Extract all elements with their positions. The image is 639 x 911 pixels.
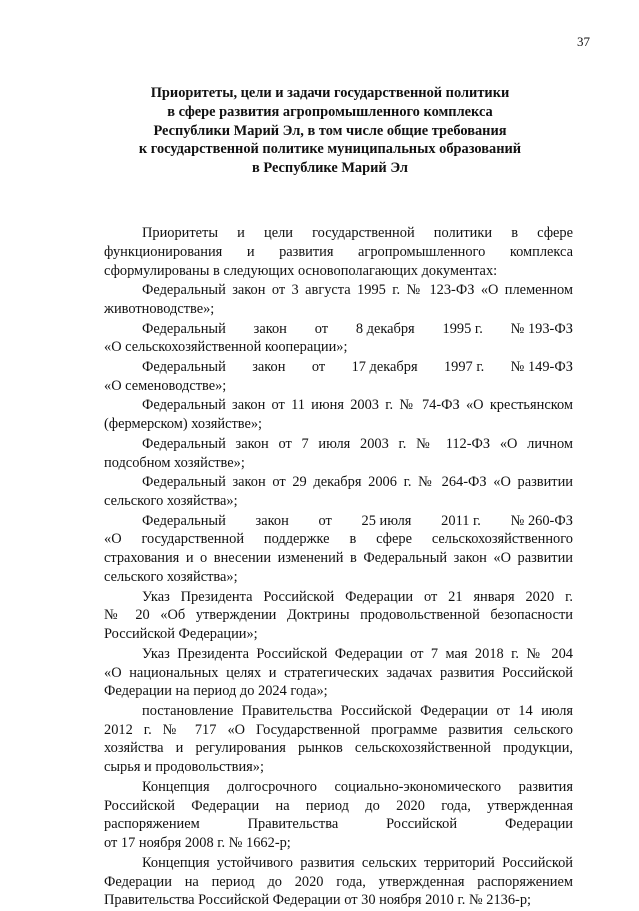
text-line: (фермерском) хозяйстве»; <box>104 416 263 433</box>
text-line: животноводстве»; <box>104 300 215 317</box>
text-line: сформулированы в следующих основополагающих документах: <box>104 262 498 279</box>
word: от <box>318 512 332 529</box>
text-line: Указ Президента Российской Федерации от 21 января 2020 г. <box>142 588 573 605</box>
word: № 260-ФЗ <box>510 512 573 529</box>
word: 25 июля <box>361 512 412 529</box>
text-line: Федеральный закон от 3 августа 1995 г. № 123-ФЗ «О племенном <box>142 282 573 299</box>
word: распоряжением <box>104 816 200 833</box>
text-line: Правительства Российской Федерации от 30 ноября 2010 г. № 2136-р; <box>104 892 532 909</box>
paragraph <box>104 588 573 644</box>
text-line: № 20 «Об утверждении Доктрины продовольственной безопасности <box>104 607 573 624</box>
text-line: сельского хозяйства»; <box>104 492 238 509</box>
text-line: Концепция устойчивого развития сельских территорий Российской <box>142 854 573 871</box>
word: Федеральный <box>142 358 226 375</box>
document-body <box>104 224 573 911</box>
paragraph <box>104 435 573 473</box>
word: 2011 г. <box>441 512 481 529</box>
word: 17 декабря <box>351 358 418 375</box>
word: Федеральный <box>142 512 226 529</box>
text-line: Федеральный закон от 29 декабря 2006 г. № 264-ФЗ «О развитии <box>142 474 573 491</box>
paragraph <box>104 645 573 701</box>
title-line: к государственной политике муниципальных образований <box>138 141 522 158</box>
word: Российской <box>386 816 458 833</box>
word: № 193-ФЗ <box>510 320 573 337</box>
paragraph <box>104 512 573 587</box>
text-line: Российской Федерации»; <box>104 626 258 643</box>
text-line: функционирования и развития агропромышленного комплекса <box>104 243 573 260</box>
text-line: Концепция долгосрочного социально-экономического развития <box>142 778 573 795</box>
word: от <box>314 320 329 337</box>
text-line: Приоритеты и цели государственной политики в сфере <box>142 225 573 241</box>
word: Федеральный <box>142 320 226 337</box>
text-line: 2012 г. № 717 «О Государственной программе развития сельского <box>104 721 573 738</box>
word: № 149-ФЗ <box>510 358 573 375</box>
text-line: «О национальных целях и стратегических задачах развития Российской <box>104 664 573 681</box>
text-line: хозяйства и регулирования рынков сельскохозяйственной продукции, <box>104 740 573 757</box>
paragraph <box>104 358 573 396</box>
text-line: Указ Президента Российской Федерации от 7 мая 2018 г. № 204 <box>142 645 573 662</box>
text-line: постановление Правительства Российской Федерации от 14 июля <box>142 702 573 719</box>
word: 1997 г. <box>443 358 485 375</box>
paragraph <box>104 224 573 280</box>
paragraph <box>104 702 573 777</box>
paragraph <box>104 854 573 910</box>
text-line: Федерации на период до 2024 года»; <box>104 683 328 700</box>
word: закон <box>253 320 287 337</box>
word: Федерации <box>505 816 573 833</box>
spread-line <box>104 815 573 834</box>
text-line: от 17 ноября 2008 г. № 1662-р; <box>104 835 291 852</box>
word: закон <box>252 358 286 375</box>
paragraph <box>104 396 573 434</box>
title-line: в Республике Марий Эл <box>252 160 408 177</box>
title-line: в сфере развития агропромышленного комплекса <box>167 103 493 120</box>
paragraph <box>104 281 573 319</box>
spread-line <box>142 358 573 377</box>
title-line: Приоритеты, цели и задачи государственной политики <box>150 85 510 101</box>
title-line: Республики Марий Эл, в том числе общие требования <box>153 122 507 139</box>
text-line: «О государственной поддержке в сфере сельскохозяйственного <box>104 531 573 548</box>
text-line: «О сельскохозяйственной кооперации»; <box>104 339 348 356</box>
paragraph <box>104 320 573 358</box>
text-line: Федерации на период до 2020 года, утвержденная распоряжением <box>104 873 573 890</box>
paragraph <box>104 473 573 511</box>
text-line: Федеральный закон от 11 июня 2003 г. № 74-ФЗ «О крестьянском <box>142 397 573 414</box>
text-line: «О семеноводстве»; <box>104 377 227 394</box>
text-line: страхования и о внесении изменений в Федеральный закон «О развитии <box>104 550 573 567</box>
word: Правительства <box>247 816 339 833</box>
word: 8 декабря <box>355 320 415 337</box>
word: закон <box>255 512 289 529</box>
text-line: сырья и продовольствия»; <box>104 759 264 776</box>
spread-line <box>142 320 573 339</box>
word: 1995 г. <box>442 320 483 337</box>
word: от <box>311 358 326 375</box>
text-line: подсобном хозяйстве»; <box>104 454 245 471</box>
section-title <box>100 84 560 178</box>
text-line: Федеральный закон от 7 июля 2003 г. № 112-ФЗ «О личном <box>142 435 573 452</box>
paragraph <box>104 778 573 853</box>
text-line: Российской Федерации на период до 2020 года, утвержденная <box>104 797 573 814</box>
page-number: 37 <box>577 34 590 49</box>
spread-line <box>142 512 573 531</box>
text-line: сельского хозяйства»; <box>104 568 238 585</box>
